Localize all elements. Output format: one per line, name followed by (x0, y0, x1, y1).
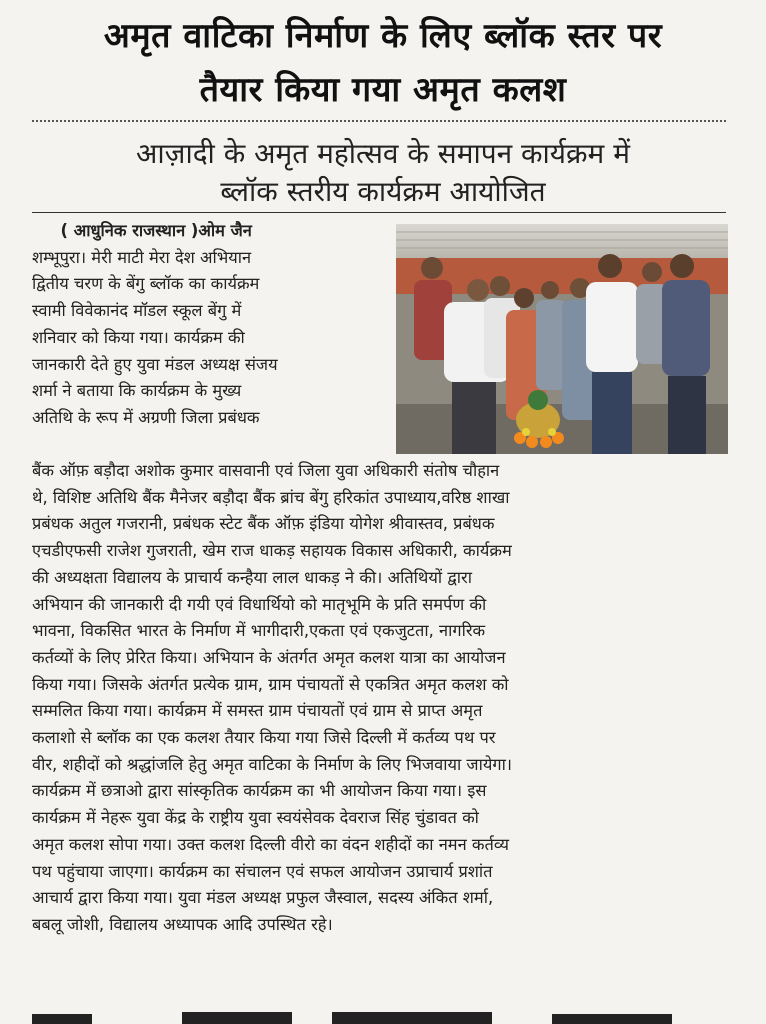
article-line: की अध्यक्षता विद्यालय के प्राचार्य कन्हैया लाल धाकड़ ने की। अतिथियों द्वारा (32, 567, 472, 587)
article-line: प्रबंधक अतुल गजरानी, प्रबंधक स्टेट बैंक ऑफ़ इंडिया योगेश श्रीवास्तव, प्रबंधक (32, 514, 495, 534)
article-line: कार्यक्रम में नेहरू युवा केंद्र के राष्ट्रीय युवा स्वयंसेवक देवराज सिंह चुंडावत को (32, 808, 479, 828)
section-rule (32, 212, 726, 213)
article-line: सम्मलित किया गया। कार्यक्रम में समस्त ग्राम पंचायतों एवं ग्राम से प्राप्त अमृत (32, 701, 483, 721)
article-line: आचार्य द्वारा किया गया। युवा मंडल अध्यक्ष प्रफुल जैस्वाल, सदस्य अंकित शर्मा, (32, 888, 494, 908)
next-article-cut-headline (32, 1006, 726, 1024)
article-line: थे, विशिष्ट अतिथि बैंक मैनेजर बड़ौदा बैंक ब्रांच बेंगु हरिकांत उपाध्याय,वरिष्ठ शाखा (32, 487, 510, 507)
headline-line-1: अमृत वाटिका निर्माण के लिए ब्लॉक स्तर पर (103, 16, 663, 56)
article-line: द्वितीय चरण के बेंगु ब्लॉक का कार्यक्रम (32, 274, 260, 294)
article-line: शर्मा ने बताया कि कार्यक्रम के मुख्य (32, 381, 242, 401)
article-line: किया गया। जिसके अंतर्गत प्रत्येक ग्राम, ग्राम पंचायतों से एकत्रित अमृत कलश को (32, 674, 509, 694)
article-line: जानकारी देते हुए युवा मंडल अध्यक्ष संजय (32, 354, 278, 374)
article-line: कलाशो से ब्लॉक का एक कलश तैयार किया गया जिसे दिल्ली में कर्तव्य पथ पर (32, 728, 496, 748)
article-line: अभियान की जानकारी दी गयी एवं विधार्थियो को मातृभूमि के प्रति समर्पण की (32, 594, 487, 614)
article-line: पथ पहुंचाया जाएगा। कार्यक्रम का संचालन एवं सफल आयोजन उप्राचार्य प्रशांत (32, 861, 493, 881)
dotted-divider (32, 120, 726, 122)
article-left-column (32, 218, 390, 432)
article-line: स्वामी विवेकानंद मॉडल स्कूल बेंगु में (32, 301, 242, 321)
article-line: बैंक ऑफ़ बड़ौदा अशोक कुमार वासवानी एवं जिला युवा अधिकारी संतोष चौहान (32, 461, 500, 480)
subheadline-line-1: आज़ादी के अमृत महोत्सव के समापन कार्यक्रम में (136, 137, 630, 170)
article-line: बबलू जोशी, विद्यालय अध्यापक आदि उपस्थित रहे। (32, 914, 333, 934)
subheadline-line-2: ब्लॉक स्तरीय कार्यक्रम आयोजित (220, 175, 546, 208)
article-line: कार्यक्रम में छत्राओ द्वारा सांस्कृतिक कार्यक्रम का भी आयोजन किया गया। इस (32, 781, 487, 801)
article-line: भावना, विकसित भारत के निर्माण में भागीदारी,एकता एवं एकजुटता, नागरिक (32, 621, 486, 641)
article-line: कर्तव्यों के लिए प्रेरित किया। अभियान के अंतर्गत अमृत कलश यात्रा का आयोजन (32, 647, 506, 667)
article-line: एचडीएफसी राजेश गुजराती, खेम राज धाकड़ सहायक विकास अधिकारी, कार्यक्रम (32, 541, 512, 561)
article-line: अतिथि के रूप में अग्रणी जिला प्रबंधक (32, 407, 260, 427)
article-line: शनिवार को किया गया। कार्यक्रम की (32, 327, 245, 347)
article-line: ( आधुनिक राजस्थान )ओम जैन (32, 221, 252, 240)
article-line: शम्भूपुरा। मेरी माटी मेरा देश अभियान (32, 247, 252, 267)
event-photo-image (396, 224, 728, 454)
article-line: अमृत कलश सोपा गया। उक्त कलश दिल्ली वीरो का वंदन शहीदों का नमन कर्तव्य (32, 834, 509, 854)
news-photo (396, 224, 728, 454)
article-full-width (32, 458, 726, 939)
article-line: वीर, शहीदों को श्रद्धांजलि हेतु अमृत वाटिका के निर्माण के लिए भिजवाया जायेगा। (32, 754, 513, 774)
headline-line-2: तैयार किया गया अमृत कलश (199, 70, 567, 110)
